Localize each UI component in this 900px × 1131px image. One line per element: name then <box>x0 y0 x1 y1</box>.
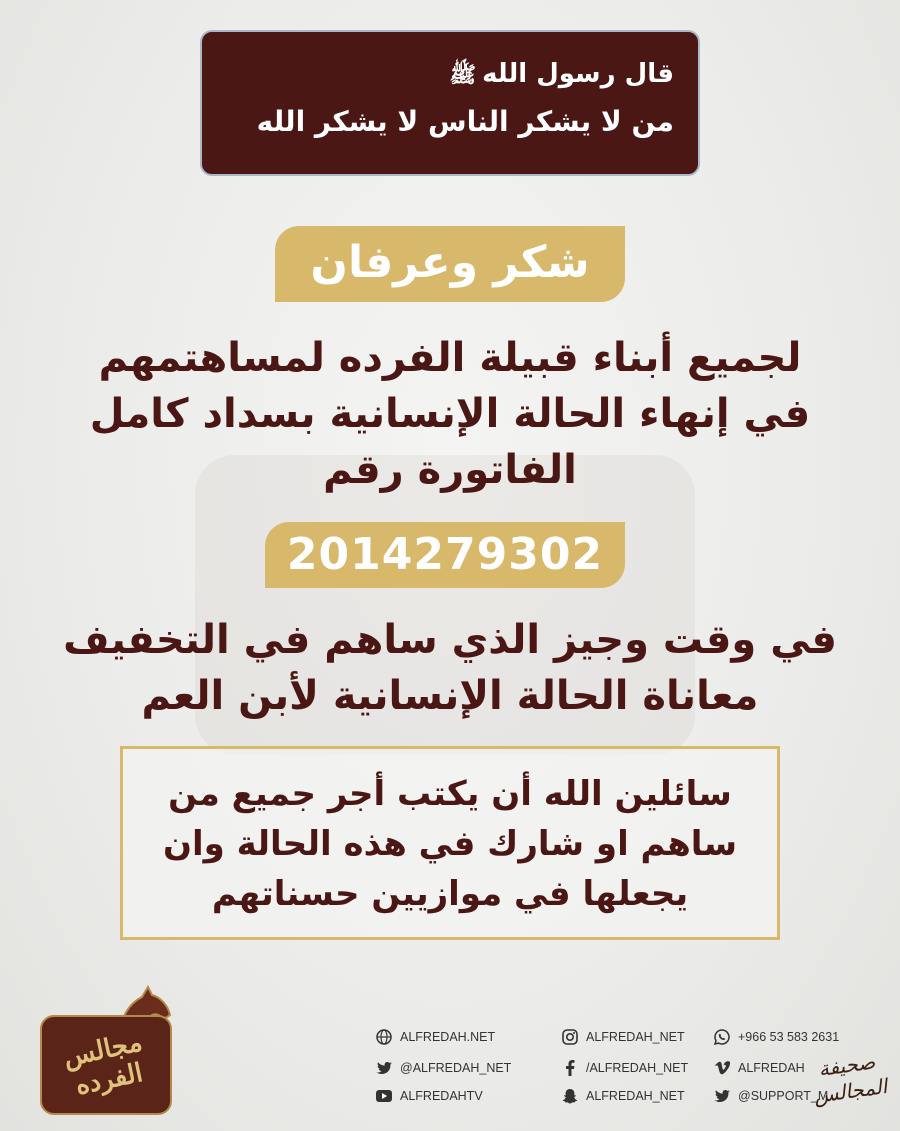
hadith-text: من لا يشكر الناس لا يشكر الله <box>256 105 674 138</box>
prayer-box <box>120 746 780 940</box>
brand-logo <box>40 985 172 1115</box>
globe-icon <box>375 1028 393 1046</box>
title-ribbon: شكر وعرفان <box>275 226 625 302</box>
followup-line: في وقت وجيز الذي ساهم في التخفيف <box>63 617 837 663</box>
instagram-icon <box>561 1028 579 1046</box>
message-paragraph <box>60 330 840 498</box>
message-line: الفاتورة رقم <box>323 447 577 493</box>
whatsapp-icon <box>713 1028 731 1046</box>
prayer-line: يجعلها في موازيين حسناتهم <box>211 874 689 914</box>
whatsapp-label: +966 53 583 2631 <box>738 1030 840 1044</box>
followup-paragraph <box>60 612 840 724</box>
snapchat-link[interactable] <box>561 1087 685 1105</box>
corner-signature <box>803 1047 896 1130</box>
prayer-line: سائلين الله أن يكتب أجر جميع من <box>168 774 732 814</box>
youtube-label: ALFREDAHTV <box>400 1089 483 1103</box>
instagram-label: ALFREDAH_NET <box>586 1030 685 1044</box>
twitter-label: @ALFREDAH_NET <box>400 1061 512 1075</box>
vimeo-icon <box>713 1059 731 1077</box>
hadith-banner <box>200 30 700 176</box>
hadith-inner <box>206 36 694 170</box>
vimeo-link[interactable] <box>713 1059 805 1077</box>
vimeo-label: ALFREDAH <box>738 1061 805 1075</box>
logo-text: مجالس الفرده <box>60 1027 146 1102</box>
website-link[interactable] <box>375 1028 495 1046</box>
twitter-link[interactable] <box>375 1059 511 1077</box>
hadith-line1 <box>226 54 674 96</box>
facebook-icon <box>561 1059 579 1077</box>
youtube-link[interactable] <box>375 1087 483 1105</box>
honorific-glyph: ﷺ <box>449 63 477 88</box>
signature-line1: صحيفة <box>817 1049 877 1082</box>
twitter-icon <box>375 1059 393 1077</box>
signature-line2: المجالس <box>812 1073 889 1108</box>
twitter-icon <box>713 1087 731 1105</box>
facebook-link[interactable] <box>561 1059 688 1077</box>
youtube-icon <box>375 1087 393 1105</box>
message-line: لجميع أبناء قبيلة الفرده لمساهتمهم <box>98 335 802 381</box>
facebook-label: /ALFREDAH_NET <box>586 1061 689 1075</box>
website-label: ALFREDAH.NET <box>400 1030 496 1044</box>
instagram-link[interactable] <box>561 1028 685 1046</box>
snapchat-label: ALFREDAH_NET <box>586 1089 685 1103</box>
hadith-intro: قال رسول الله <box>482 59 674 89</box>
message-line: في إنهاء الحالة الإنسانية بسداد كامل <box>89 391 811 437</box>
social-links <box>375 1028 875 1118</box>
snapchat-icon <box>561 1087 579 1105</box>
prayer-line: ساهم او شارك في هذه الحالة وان <box>162 824 737 864</box>
followup-line: معاناة الحالة الإنسانية لأبن العم <box>141 673 759 719</box>
whatsapp-link[interactable] <box>713 1028 839 1046</box>
invoice-number-ribbon: 2014279302 <box>265 522 625 588</box>
twitter-support-label: @SUPPORT_M <box>738 1089 829 1103</box>
